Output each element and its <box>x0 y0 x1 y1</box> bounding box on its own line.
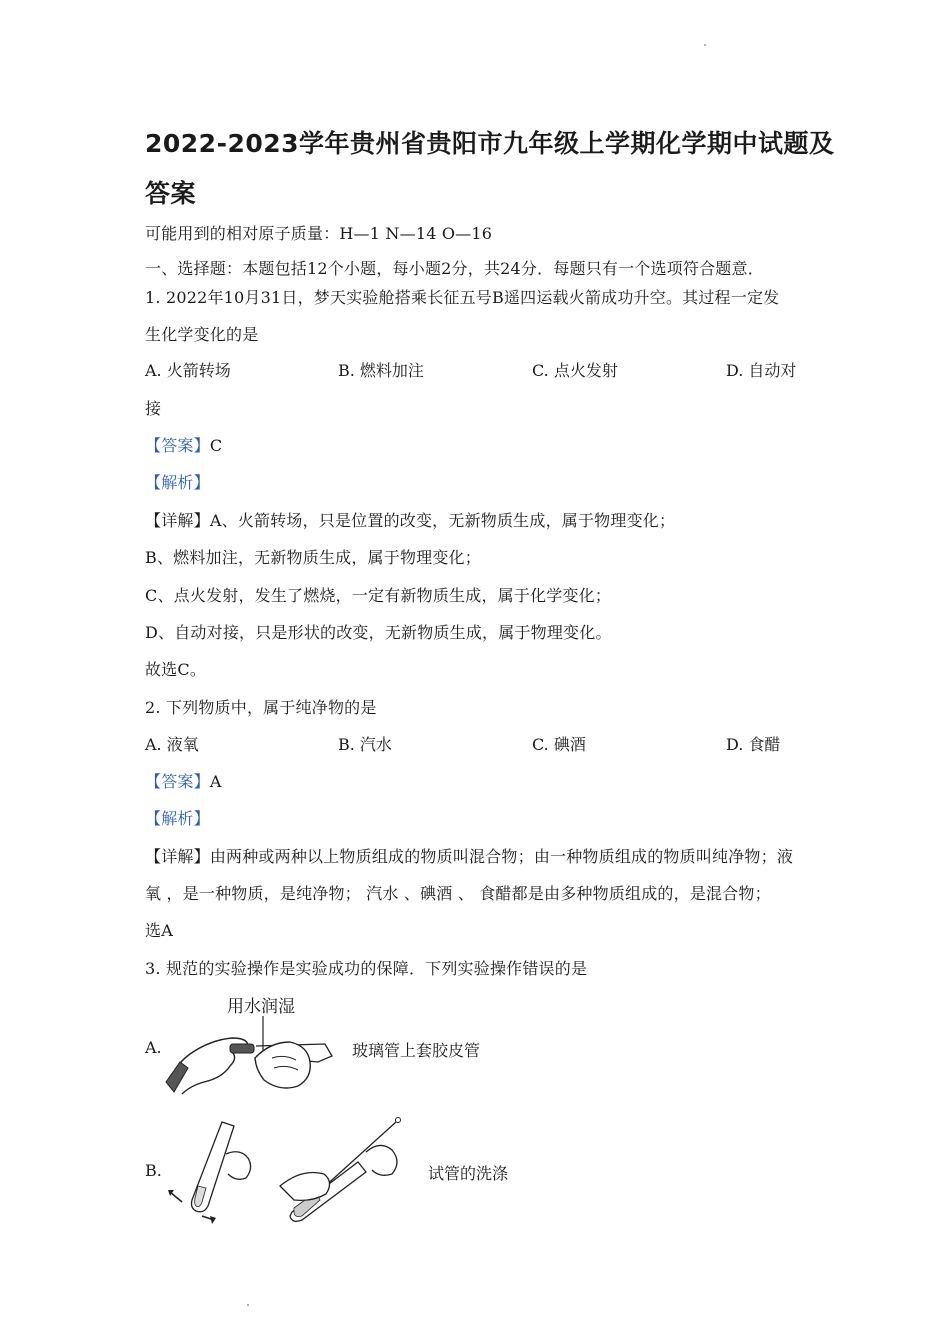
q1-detail-b: B、燃料加注，无新物质生成，属于物理变化； <box>145 548 481 567</box>
detail-tag: 【详解】 <box>145 511 210 530</box>
scan-dot <box>247 1304 249 1306</box>
detail-tag: 【详解】 <box>145 847 210 866</box>
q2-option-c: C. 碘酒 <box>532 735 586 754</box>
q1-detail-a <box>145 508 675 531</box>
analysis-tag: 【解析】 <box>145 809 210 828</box>
q1-option-a: A. 火箭转场 <box>145 361 231 380</box>
q2-analysis <box>145 806 210 829</box>
q2-option-d: D. 食醋 <box>726 735 781 754</box>
q2-detail-line1 <box>145 844 793 867</box>
q2-answer <box>145 769 222 792</box>
q1-option-d: D. 自动对 <box>726 361 797 380</box>
q3-figure-a-label: 用水润湿 <box>227 997 295 1017</box>
q1-conclusion: 故选C。 <box>145 660 207 679</box>
q2-detail-line2: 氧 ，是一种物质，是纯净物； 汽水 、碘酒 、 食醋都是由多种物质组成的，是混合物； <box>145 884 771 903</box>
q2-detail-line3: 选A <box>145 921 173 940</box>
q2-answer-value: A <box>209 772 222 791</box>
q3-stem: 3. 规范的实验操作是实验成功的保障．下列实验操作错误的是 <box>145 959 588 978</box>
q1-analysis <box>145 470 210 493</box>
q3-option-b-label: B. <box>145 1161 162 1180</box>
hands-tube-illustration <box>160 1012 350 1102</box>
q1-answer-value: C <box>209 436 223 455</box>
tube-washing-illustration <box>162 1112 420 1226</box>
answer-tag: 【答案】 <box>145 772 210 791</box>
document-title-line2: 答案 <box>145 179 197 208</box>
q2-option-b: B. 汽水 <box>338 735 392 754</box>
q1-option-c: C. 点火发射 <box>532 361 618 380</box>
q2-option-a: A. 液氧 <box>145 735 199 754</box>
q1-stem-line2: 生化学变化的是 <box>145 325 259 344</box>
q1-option-b: B. 燃料加注 <box>338 361 424 380</box>
q2-detail-text: 由两种或两种以上物质组成的物质叫混合物；由一种物质组成的物质叫纯净物；液 <box>209 847 794 866</box>
section-heading: 一、选择题：本题包括12个小题，每小题2分，共24分．每题只有一个选项符合题意． <box>145 259 764 278</box>
q3-option-a-label: A. <box>145 1038 162 1057</box>
q3-option-b-caption: 试管的洗涤 <box>428 1164 509 1183</box>
q2-stem: 2. 下列物质中，属于纯净物的是 <box>145 698 377 717</box>
q1-stem-line1: 1. 2022年10月31日，梦天实验舱搭乘长征五号B遥四运载火箭成功升空。其过程一定发 <box>145 288 780 307</box>
q1-option-d-continued: 接 <box>145 399 162 418</box>
q3-option-a-caption: 玻璃管上套胶皮管 <box>352 1041 481 1060</box>
scan-dot <box>704 44 706 46</box>
atomic-mass-note: 可能用到的相对原子质量：H—1 N—14 O—16 <box>145 224 493 243</box>
q1-detail-a-text: A、火箭转场，只是位置的改变，无新物质生成，属于物理变化； <box>209 511 676 530</box>
q1-answer <box>145 433 222 456</box>
answer-tag: 【答案】 <box>145 436 210 455</box>
q1-detail-d: D、自动对接，只是形状的改变，无新物质生成，属于物理变化。 <box>145 623 612 642</box>
q1-detail-c: C、点火发射，发生了燃烧，一定有新物质生成，属于化学变化； <box>145 586 612 605</box>
analysis-tag: 【解析】 <box>145 473 210 492</box>
document-title-line1: 2022-2023学年贵州省贵阳市九年级上学期化学期中试题及 <box>145 129 835 158</box>
